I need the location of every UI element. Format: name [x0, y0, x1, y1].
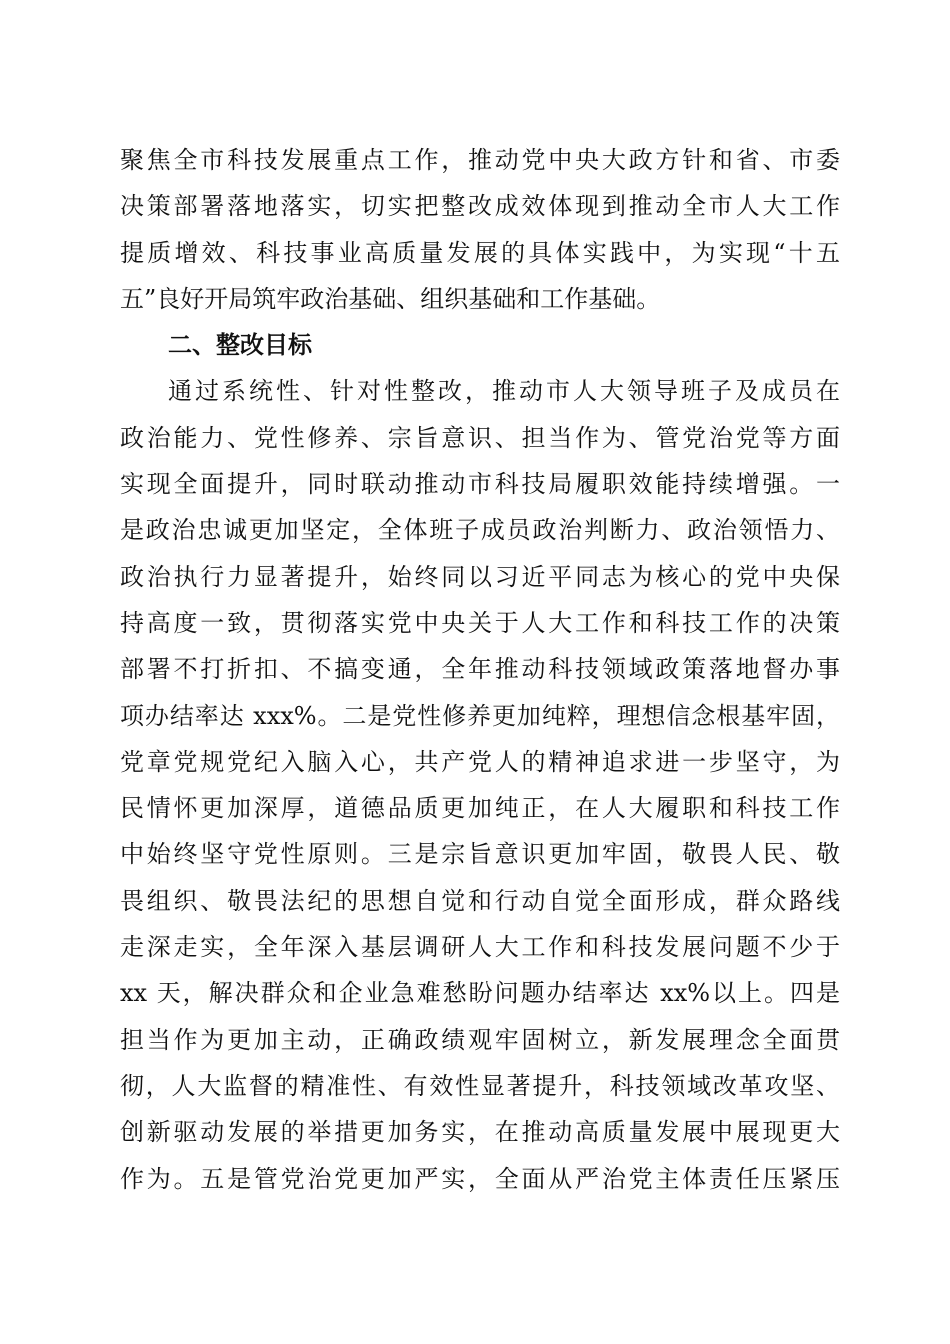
- paragraph-line: 畏组织、敬畏法纪的思想自觉和行动自觉全面形成，群众路线: [120, 886, 840, 915]
- body-text: [120, 137, 840, 1202]
- paragraph-line: 通过系统性、针对性整改，推动市人大领导班子及成员在: [168, 377, 840, 406]
- paragraph-line: 是政治忠诚更加坚定，全体班子成员政治判断力、政治领悟力、: [120, 516, 840, 545]
- paragraph-line: 作为。五是管党治党更加严实，全面从严治党主体责任压紧压: [120, 1164, 840, 1193]
- paragraph-line: 走深走实，全年深入基层调研人大工作和科技发展问题不少于: [120, 933, 840, 962]
- paragraph-line: 彻，人大监督的精准性、有效性显著提升，科技领域改革攻坚、: [120, 1071, 840, 1100]
- paragraph-line: 政治执行力显著提升，始终同以习近平同志为核心的党中央保: [120, 562, 840, 591]
- paragraph-line: 持高度一致，贯彻落实党中央关于人大工作和科技工作的决策: [120, 608, 840, 637]
- paragraph-line: 项办结率达 xxx%。二是党性修养更加纯粹，理想信念根基牢固，: [120, 701, 840, 730]
- paragraph-line: 实现全面提升，同时联动推动市科技局履职效能持续增强。一: [120, 470, 840, 499]
- paragraph-line: 决策部署落地落实，切实把整改成效体现到推动全市人大工作: [120, 192, 840, 221]
- paragraph-line: 五”良好开局筑牢政治基础、组织基础和工作基础。: [120, 284, 661, 313]
- paragraph-line: 政治能力、党性修养、宗旨意识、担当作为、管党治党等方面: [120, 423, 840, 452]
- section-heading: 二、整改目标: [168, 331, 312, 360]
- paragraph-line: 中始终坚守党性原则。三是宗旨意识更加牢固，敬畏人民、敬: [120, 840, 840, 869]
- paragraph-line: 创新驱动发展的举措更加务实，在推动高质量发展中展现更大: [120, 1118, 840, 1147]
- paragraph-line: 提质增效、科技事业高质量发展的具体实践中，为实现“十五: [120, 238, 840, 267]
- paragraph-line: 担当作为更加主动，正确政绩观牢固树立，新发展理念全面贯: [120, 1025, 840, 1054]
- paragraph-line: xx 天，解决群众和企业急难愁盼问题办结率达 xx%以上。四是: [120, 979, 840, 1008]
- paragraph-line: 部署不打折扣、不搞变通，全年推动科技领域政策落地督办事: [120, 655, 840, 684]
- paragraph-line: 聚焦全市科技发展重点工作，推动党中央大政方针和省、市委: [120, 146, 840, 174]
- paragraph-line: 党章党规党纪入脑入心，共产党人的精神追求进一步坚守，为: [120, 747, 840, 776]
- paragraph-line: 民情怀更加深厚，道德品质更加纯正，在人大履职和科技工作: [120, 794, 840, 823]
